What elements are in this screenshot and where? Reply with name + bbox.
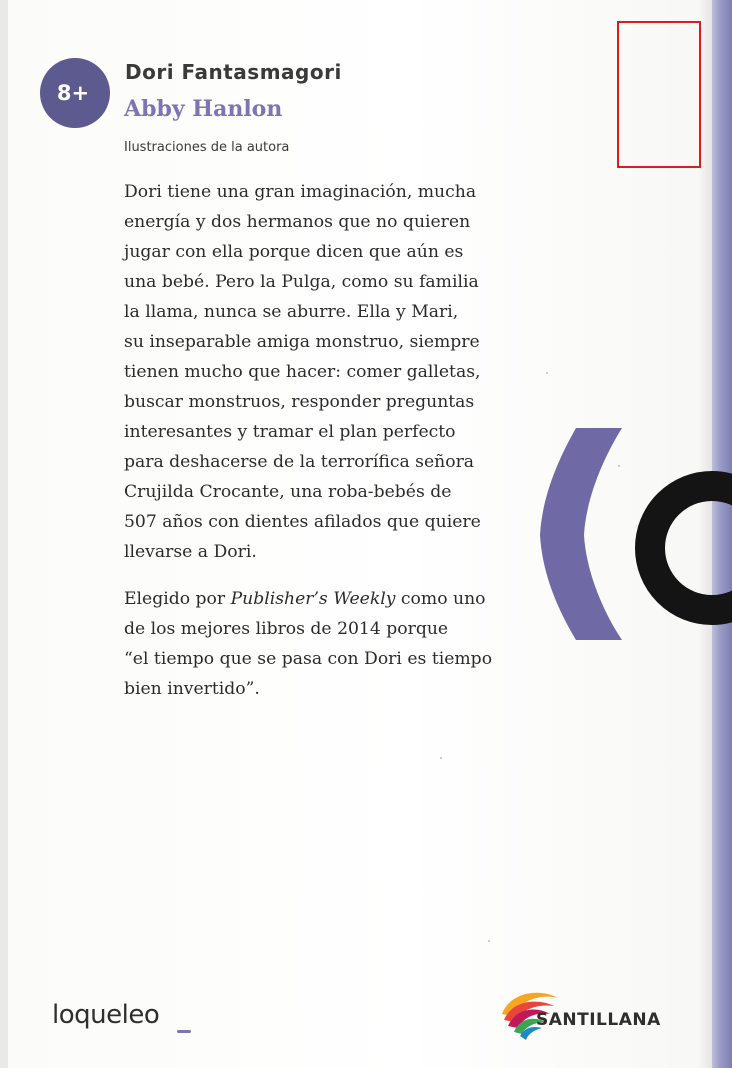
synopsis-line: jugar con ella porque dicen que aún es (124, 242, 464, 262)
santillana-logo: SANTILLANA (536, 1010, 661, 1030)
loqueleo-logo: loqueleo (52, 1000, 160, 1030)
speck (546, 372, 548, 374)
endorsement-line: bien invertido”. (124, 679, 260, 699)
synopsis-line: su inseparable amiga monstruo, siempre (124, 332, 480, 352)
synopsis-line: Crujilda Crocante, una roba-bebés de (124, 482, 452, 502)
synopsis-line: energía y dos hermanos que no quieren (124, 212, 471, 232)
ring-icon (650, 486, 732, 610)
speck (618, 465, 620, 467)
book-title: Dori Fantasmagori (125, 60, 342, 84)
endorsement-line: “el tiempo que se pasa con Dori es tiempo (124, 649, 493, 669)
illustrations-credit: Ilustraciones de la autora (124, 140, 290, 155)
age-badge: 8+ (40, 58, 110, 128)
endorsement-line: de los mejores libros de 2014 porque (124, 619, 449, 639)
book-author: Abby Hanlon (124, 96, 283, 122)
synopsis-line: buscar monstruos, responder preguntas (124, 392, 475, 412)
synopsis-line: para deshacerse de la terrorífica señora (124, 452, 475, 472)
speck (440, 757, 442, 759)
synopsis-line: tienen mucho que hacer: comer galletas, (124, 362, 481, 382)
synopsis-line: 507 años con dientes afilados que quiere (124, 512, 481, 532)
endorsement (124, 584, 544, 704)
angle-bracket-icon (540, 428, 622, 640)
synopsis-line: una bebé. Pero la Pulga, como su familia (124, 272, 479, 292)
synopsis (124, 177, 544, 567)
speck (488, 940, 490, 942)
synopsis-line: llevarse a Dori. (124, 542, 257, 562)
synopsis-line: Dori tiene una gran imaginación, mucha (124, 182, 477, 202)
endorsement-line (124, 584, 544, 614)
publication-name: Publisher’s Weekly (230, 589, 396, 609)
endorsement-text: como uno (395, 589, 486, 609)
synopsis-line: interesantes y tramar el plan perfecto (124, 422, 456, 442)
barcode-placeholder-box (617, 21, 701, 168)
synopsis-line: la llama, nunca se aburre. Ella y Mari, (124, 302, 459, 322)
loqueleo-underline (177, 1030, 191, 1033)
endorsement-text: Elegido por (124, 589, 231, 609)
